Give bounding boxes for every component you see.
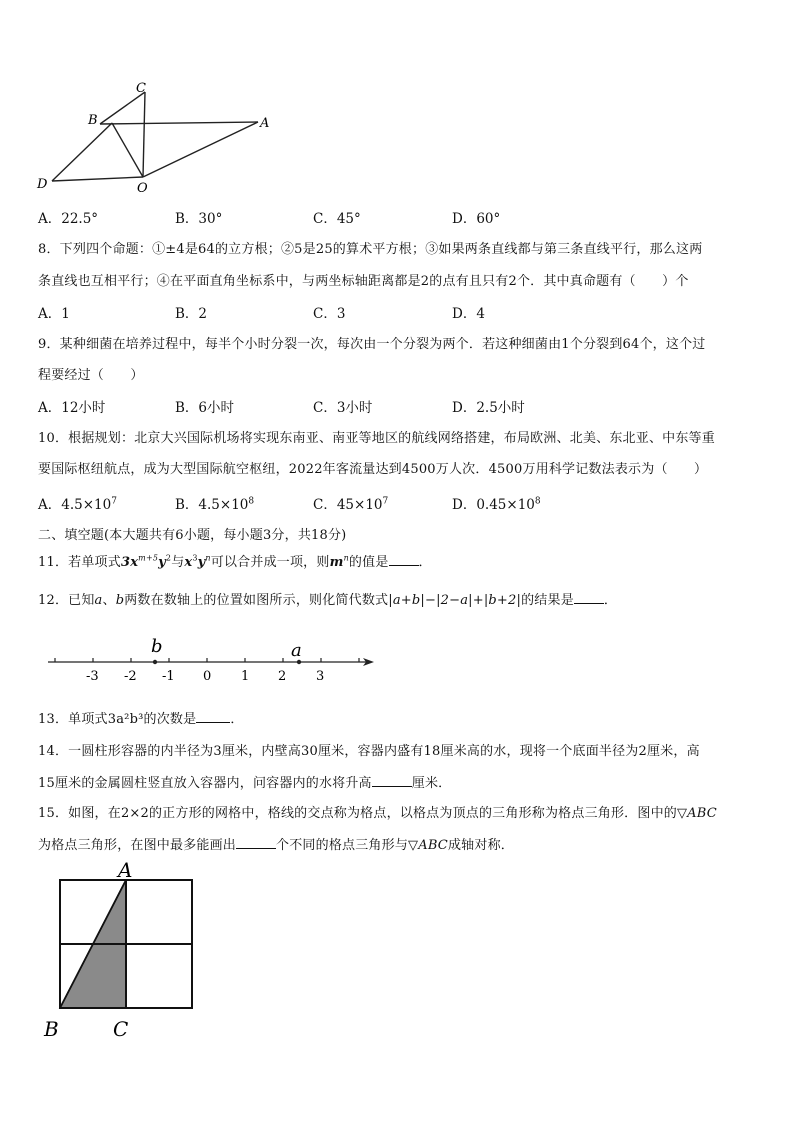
q13-text bbox=[38, 708, 244, 727]
grid-label-A: A bbox=[118, 858, 133, 882]
q11-sup5: n bbox=[343, 553, 349, 563]
geometry-figure-q7 bbox=[30, 76, 280, 196]
q11-mn: m bbox=[329, 555, 344, 570]
q10-option-d-base: 0.45×10 bbox=[476, 497, 535, 513]
q11-sup1: m+5 bbox=[138, 553, 159, 563]
q9-option-d: D．2.5小时 bbox=[452, 400, 525, 416]
q14-text-line1: 14．一圆柱形容器的内半径为3厘米，内壁高30厘米，容器内盛有18厘米高的水，现将一个底面半径为2厘米，高 bbox=[38, 744, 700, 759]
q11-sup3: 3 bbox=[192, 553, 198, 563]
grid-label-C: C bbox=[113, 1017, 129, 1041]
q9-text-line2: 程要经过（ ） bbox=[38, 368, 144, 383]
q11-text bbox=[38, 551, 432, 570]
q11-answer-blank[interactable] bbox=[389, 553, 419, 566]
q11-sup2: 2 bbox=[165, 553, 172, 563]
q10-option-c-letter: C． bbox=[313, 497, 337, 513]
q11-pre: 11．若单项式 bbox=[38, 555, 121, 570]
tick-label-neg2: -2 bbox=[124, 669, 137, 684]
q12-a: a bbox=[94, 593, 103, 608]
tick-label-neg3: -3 bbox=[86, 669, 99, 684]
q13-tail: ． bbox=[230, 712, 244, 727]
q10-option-a-exp: 7 bbox=[111, 496, 117, 507]
q15-line2-mid: 个不同的格点三角形与 bbox=[276, 838, 409, 853]
q14-line2-pre: 15厘米的金属圆柱竖直放入容器内，问容器内的水将升高 bbox=[38, 776, 372, 791]
q10-option-d bbox=[452, 493, 541, 513]
q7-option-d: D．60° bbox=[452, 211, 501, 227]
tick-label-0: 0 bbox=[203, 669, 212, 684]
q9-option-b: B．6小时 bbox=[175, 400, 235, 416]
q15-line1: 15．如图，在2×2的正方形的网格中，格线的交点称为格点，以格点为顶点的三角形称为格点三角形．图中的 bbox=[38, 806, 677, 821]
q15-text-line1 bbox=[38, 802, 717, 821]
q9-text-line1: 9．某种细菌在培养过程中，每半个小时分裂一次，每次由一个分裂为两个．若这种细菌由1个分裂到64个，这个过 bbox=[38, 337, 706, 352]
q11-y2: y bbox=[197, 555, 206, 570]
point-b-label: b bbox=[151, 636, 163, 657]
q12-answer-blank[interactable] bbox=[574, 591, 604, 604]
q10-option-c-exp: 7 bbox=[382, 496, 389, 507]
q9-option-a: A．12小时 bbox=[38, 400, 106, 416]
q10-option-b-exp: 8 bbox=[248, 496, 255, 507]
q10-option-a-base: 4.5×10 bbox=[61, 497, 112, 513]
q12-b: b bbox=[115, 593, 125, 608]
q15-triangle-1: ▽ABC bbox=[676, 806, 717, 821]
q14-answer-blank[interactable] bbox=[372, 774, 412, 787]
q11-y1: y bbox=[158, 555, 166, 570]
label-A: A bbox=[260, 116, 270, 131]
q8-option-b: B．2 bbox=[175, 306, 208, 322]
q15-line2-pre: 为格点三角形，在图中最多能画出 bbox=[38, 838, 237, 853]
grid-label-B: B bbox=[44, 1017, 59, 1041]
section-heading-fill-in: 二、填空题(本大题共有6小题，每小题3分，共18分) bbox=[38, 528, 347, 543]
q14-text-line2 bbox=[38, 772, 451, 791]
tick-label-1: 1 bbox=[241, 669, 250, 684]
q8-text-line2: 条直线也互相平行；④在平面直角坐标系中，与两坐标轴距离都是2的点有且只有2个．其中真命题有（ ）个 bbox=[38, 274, 689, 289]
q12-post: 的结果是 bbox=[521, 593, 574, 608]
label-O: O bbox=[137, 181, 148, 196]
label-C: C bbox=[136, 81, 146, 96]
q14-line2-post: 厘米． bbox=[411, 776, 452, 791]
q13-answer-blank[interactable] bbox=[196, 710, 230, 723]
q10-option-b-letter: B． bbox=[175, 497, 199, 513]
q10-option-c bbox=[313, 493, 388, 513]
q12-tail: ． bbox=[603, 593, 618, 608]
q10-option-c-base: 45×10 bbox=[336, 497, 383, 513]
q8-text-line1: 8．下列四个命题：①±4是64的立方根；②5是25的算术平方根；③如果两条直线都与第三条直线平行，那么这两 bbox=[38, 242, 703, 257]
q12-expression: |a+b|−|2−a|+|b+2| bbox=[388, 593, 522, 608]
tick-label-2: 2 bbox=[278, 669, 287, 684]
number-line-figure bbox=[40, 630, 385, 690]
q8-option-c: C．3 bbox=[313, 306, 346, 322]
q7-option-b: B．30° bbox=[175, 211, 223, 227]
q12-text bbox=[38, 589, 617, 608]
point-b-dot bbox=[153, 660, 157, 664]
q10-option-d-letter: D． bbox=[452, 497, 477, 513]
q11-tail: ． bbox=[418, 555, 432, 570]
q10-option-b-base: 4.5×10 bbox=[198, 497, 249, 513]
q11-sup4: n bbox=[205, 553, 211, 563]
q10-option-b bbox=[175, 493, 254, 513]
q11-post: 可以合并成一项，则 bbox=[210, 555, 330, 570]
q15-answer-blank[interactable] bbox=[236, 836, 276, 849]
q7-option-a: A．22.5° bbox=[38, 211, 99, 227]
q11-term1: 3x bbox=[120, 555, 139, 570]
q12-sep: 、 bbox=[102, 593, 116, 608]
q10-option-a-letter: A． bbox=[38, 497, 62, 513]
q10-option-a bbox=[38, 493, 117, 513]
q10-option-d-exp: 8 bbox=[534, 496, 541, 507]
q8-option-d: D．4 bbox=[452, 306, 485, 322]
q11-end: 的值是 bbox=[348, 555, 389, 570]
point-a-label: a bbox=[291, 640, 302, 661]
q10-text-line2: 要国际枢纽航点，成为大型国际航空枢纽，2022年客流量达到4500万人次．4500万用科学记数法表示为（ ） bbox=[38, 462, 708, 477]
q12-pre: 12．已知 bbox=[38, 593, 95, 608]
label-B: B bbox=[88, 113, 98, 128]
grid-figure-q15 bbox=[40, 855, 205, 1045]
q15-text-line2 bbox=[38, 834, 514, 853]
q9-option-c: C．3小时 bbox=[313, 400, 373, 416]
tick-label-3: 3 bbox=[316, 669, 325, 684]
q12-mid: 两数在数轴上的位置如图所示，则化简代数式 bbox=[124, 593, 389, 608]
q13-body: 13．单项式3a²b³的次数是 bbox=[38, 712, 197, 727]
q8-option-a: A．1 bbox=[38, 306, 70, 322]
label-D: D bbox=[37, 177, 48, 192]
q10-text-line1: 10．根据规划：北京大兴国际机场将实现东南亚、南亚等地区的航线网络搭建，布局欧洲、北美、东北亚、中东等重 bbox=[38, 431, 715, 446]
q7-option-c: C．45° bbox=[313, 211, 361, 227]
q11-term2: x bbox=[184, 555, 193, 570]
q15-triangle-2: ▽ABC bbox=[408, 838, 448, 853]
q15-line2-post: 成轴对称． bbox=[447, 838, 514, 853]
tick-label-neg1: -1 bbox=[162, 669, 175, 684]
q11-mid: 与 bbox=[171, 555, 185, 570]
